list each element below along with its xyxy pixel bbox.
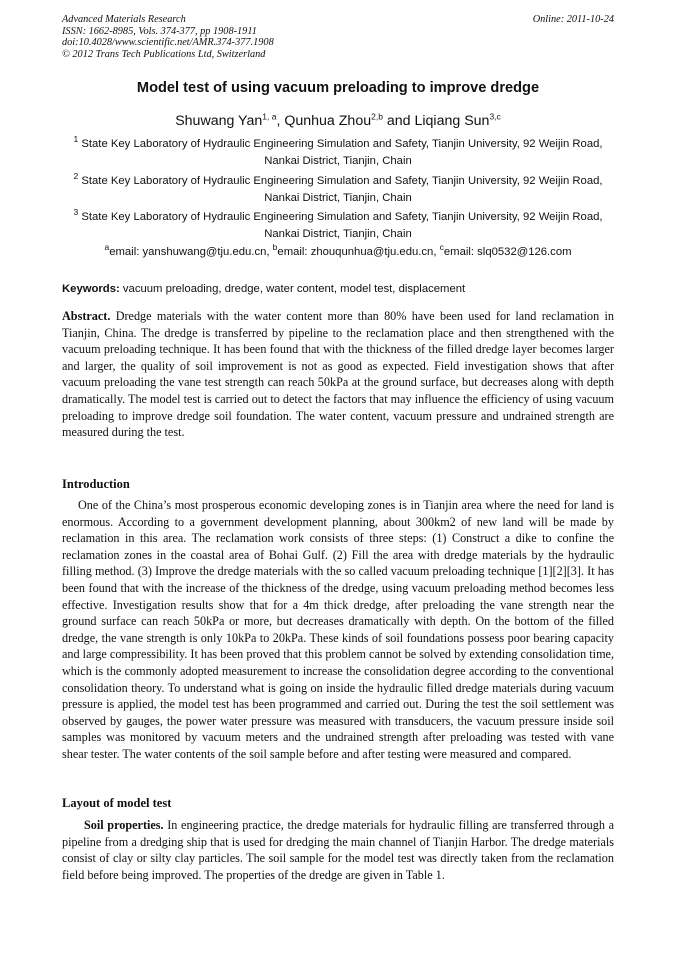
- journal-doi: doi:10.4028/www.scientific.net/AMR.374-377.1908: [62, 37, 274, 49]
- email-superscript: c: [439, 242, 444, 253]
- email-superscript: a: [104, 242, 110, 253]
- online-date: Online: 2011-10-24: [532, 14, 614, 25]
- author-superscript: 1, a: [262, 111, 277, 122]
- email-label: email:: [277, 246, 311, 258]
- email-address[interactable]: slq0532@126.com: [477, 246, 572, 258]
- affiliation-text: State Key Laboratory of Hydraulic Engineering Simulation and Safety, Tianjin University, 92 Weijin Road, Nankai District, Tianjin, Chain: [81, 138, 603, 167]
- author-separator: and: [382, 113, 415, 129]
- email-separator: ,: [266, 246, 273, 258]
- introduction-heading: Introduction: [62, 477, 130, 491]
- email-address[interactable]: zhouqunhua@tju.edu.cn: [310, 246, 434, 258]
- affiliation-1: [62, 136, 614, 170]
- abstract: [62, 308, 614, 441]
- author-separator: ,: [276, 113, 285, 129]
- affiliation-3: [62, 209, 614, 243]
- abstract-label: Abstract.: [62, 309, 111, 323]
- keywords: [62, 281, 614, 298]
- email-label: email:: [443, 246, 478, 258]
- soil-properties-text: In engineering practice, the dredge materials for hydraulic filling are transferred through a pipeline from a dredging ship that is used for dredging the main channel of Tianjin Harbor. The dredge materials consist of clay or silty clay particles. The soil sample for the model test was directly taken from the reclamation field before being improved. The properties of the dredge are given in Table 1.: [62, 818, 614, 882]
- affiliation-text: State Key Laboratory of Hydraulic Engineering Simulation and Safety, Tianjin University, 92 Weijin Road, Nankai District, Tianjin, Chain: [81, 175, 603, 204]
- author-emails: [62, 244, 614, 261]
- author-name: Qunhua Zhou: [284, 113, 372, 129]
- author-name: Shuwang Yan: [175, 113, 263, 129]
- affiliation-number: 2: [73, 171, 79, 182]
- author-superscript: 3,c: [489, 111, 501, 122]
- journal-name: Advanced Materials Research: [62, 14, 186, 25]
- abstract-text: Dredge materials with the water content more than 80% have been used for land reclamation in Tianjin, China. The dredge is transferred by pipeline to the reclamation place and then strengthened with the vacuum preloading technique. It has been found that with the thickness of the filled dredge layer becomes larger and larger, the quality of soil improvement is not as good as expected. Field investigation shows that after vacuum preloading the vane test strength can reach 50kPa at the ground surface, but decreases along with depth dramatically. The model test is carried out to detect the factors that may influence the efficiency of using vacuum preloading to improve dredge soil foundation. The water content, vacuum pressure and undrained strength are measured during the test.: [62, 309, 614, 440]
- journal-copyright: © 2012 Trans Tech Publications Ltd, Switzerland: [62, 48, 266, 60]
- affiliation-2: [62, 173, 614, 207]
- author-list: [62, 113, 614, 129]
- layout-heading: Layout of model test: [62, 796, 172, 810]
- affiliation-number: 3: [73, 207, 79, 218]
- soil-properties-label: Soil properties.: [84, 818, 164, 832]
- introduction-text: One of the China’s most prosperous economic developing zones is in Tianjin area where the need for land is enormous. According to a government development planning, about 300km2 of new land will be made by reclamation in this area. The reclamation work consists of three steps: (1) Construct a dike to confine the reclamation zones in the coastal area of Bohai Gulf. (2) Fill the area with dredge materials by the hydraulic filling method. (3) Improve the dredge materials with the so called vacuum preloading technique [1][2][3]. It has been found that with the increase of the thickness of the dredge, using vacuum preloading method becomes less effective. Investigation results show that for a 4m thick dredge, after preloading the vane strength near the ground surface can reach 50kPa or more, but decreases dramatically with depth. On the bottom of the filled dredge, the vane strength is only 10kPa to 20kPa. These kinds of soil foundations possess poor bearing capacity and large compressibility. It has been proved that this problem cannot be solved by extending consolidation time, which is the commonly adopted measurement to increase the consolidation degree according to the conventional consolidation theory. To understand what is going on inside the hydraulic filled dredge materials during vacuum pressure is applied, the model test has been programmed and carried out. During the test the soil settlement was observed by gauges, the power water pressure was measured with transducers, the vacuum pressure inside soil samples was monitored by vacuum meters and the undrained strength after preloading was tested with vane shear tester. The water contents of the soil sample before and after testing were measured and compared.: [62, 498, 614, 761]
- keywords-label: Keywords:: [62, 283, 120, 295]
- soil-properties-paragraph: [62, 817, 614, 883]
- email-address[interactable]: yanshuwang@tju.edu.cn: [142, 246, 267, 258]
- author-name: Liqiang Sun: [414, 113, 490, 129]
- journal-header: [62, 14, 614, 60]
- paper-title: Model test of using vacuum preloading to improve dredge: [136, 80, 540, 96]
- email-superscript: b: [272, 242, 278, 253]
- email-label: email:: [109, 246, 143, 258]
- keywords-text: vacuum preloading, dredge, water content, model test, displacement: [119, 283, 466, 295]
- author-superscript: 2,b: [371, 111, 383, 122]
- email-separator: ,: [433, 246, 440, 258]
- affiliation-number: 1: [73, 134, 79, 145]
- journal-issn: ISSN: 1662-8985, Vols. 374-377, pp 1908-1911: [62, 25, 257, 37]
- affiliation-text: State Key Laboratory of Hydraulic Engineering Simulation and Safety, Tianjin University, 92 Weijin Road, Nankai District, Tianjin, Chain: [81, 211, 603, 240]
